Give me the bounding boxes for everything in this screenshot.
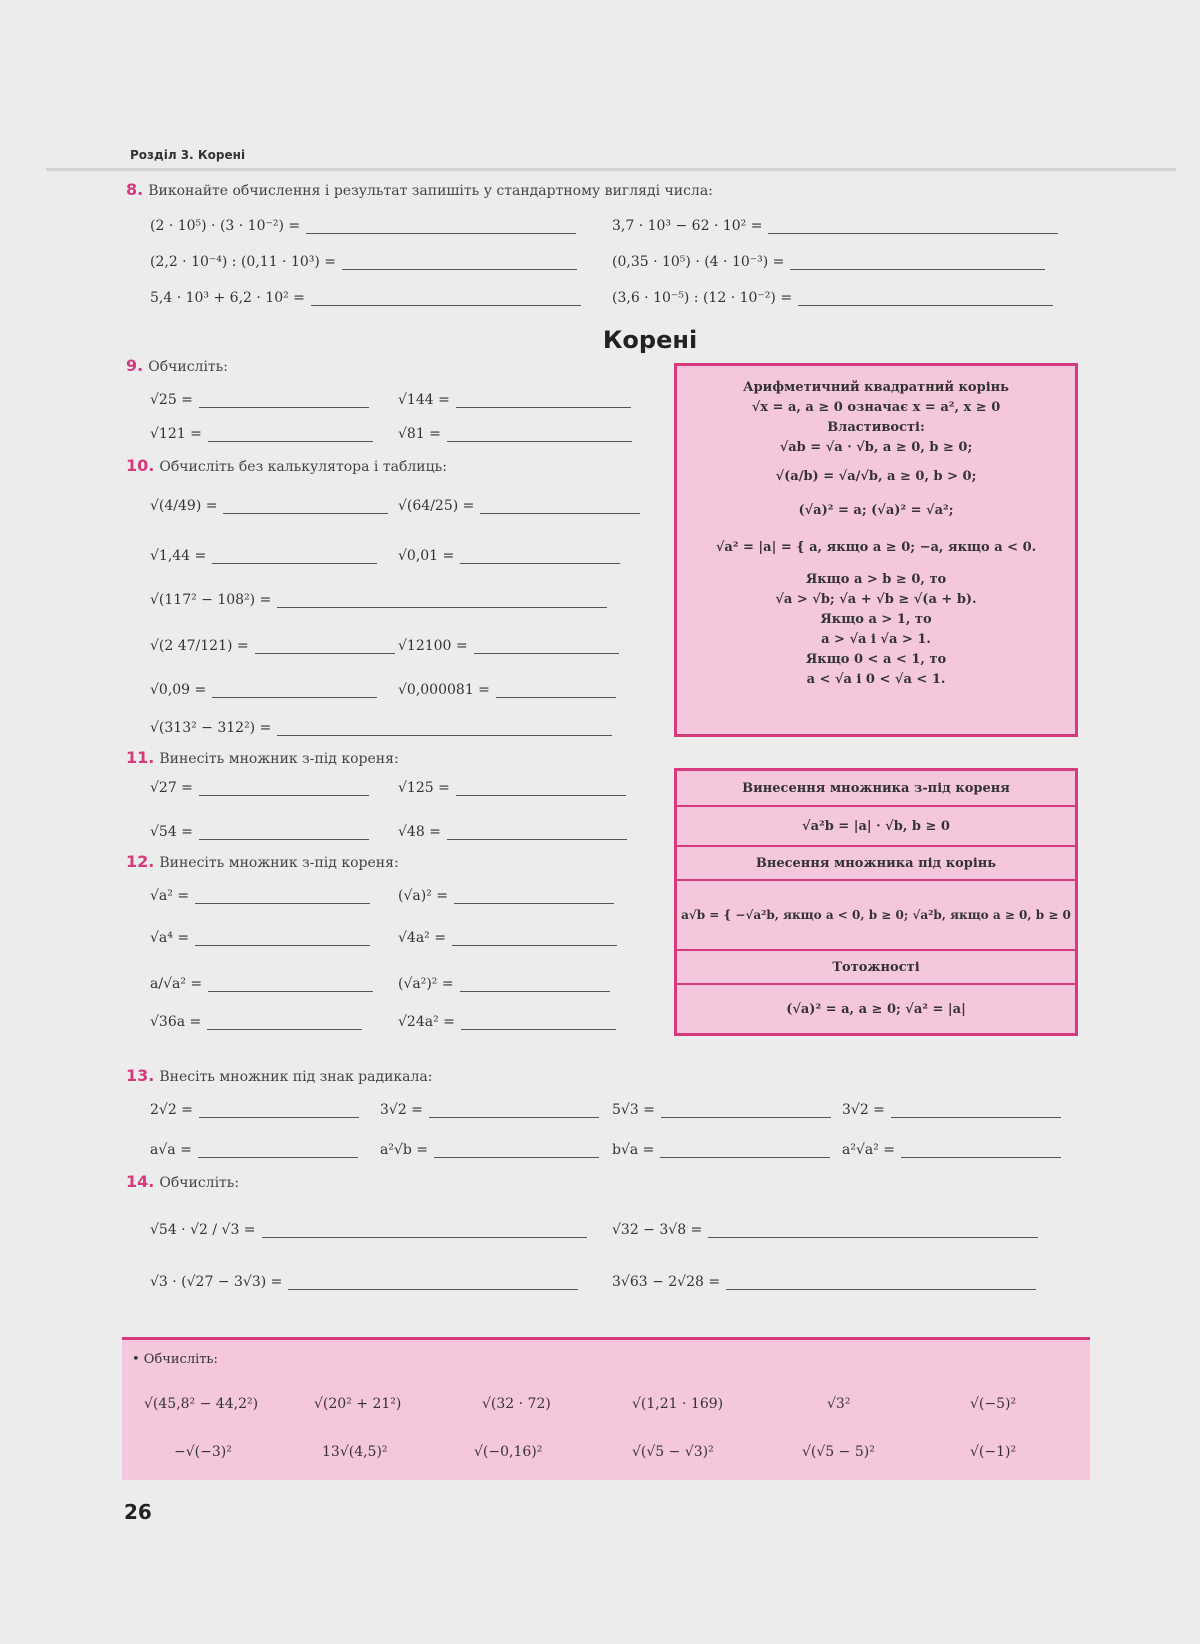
answer-line[interactable] xyxy=(798,304,1053,306)
answer-line[interactable] xyxy=(311,304,581,306)
expression: (3,6 · 10⁻⁵) : (12 · 10⁻²) = xyxy=(612,290,793,306)
exercise xyxy=(150,1142,358,1158)
expression: √3² xyxy=(827,1396,851,1412)
theory-line: Властивості: xyxy=(827,420,925,435)
expression: √(1,21 · 169) xyxy=(632,1396,724,1412)
exercise xyxy=(398,930,617,946)
expression: √(−1)² xyxy=(970,1444,1017,1460)
expression: √(√5 − √3)² xyxy=(632,1444,714,1460)
answer-line[interactable] xyxy=(195,944,370,946)
theory-line: Якщо a > 1, то xyxy=(820,612,932,627)
expression: √54 · √2 / √3 = xyxy=(150,1222,256,1238)
exercise xyxy=(380,1102,599,1118)
theory-line: (√a)² = a; (√a)² = √a²; xyxy=(798,503,954,518)
theory-line: √x = a, a ≥ 0 означає x = a², x ≥ 0 xyxy=(751,400,1001,415)
table-row: (√a)² = a, a ≥ 0; √a² = |a| xyxy=(786,1001,966,1017)
exercise xyxy=(398,888,614,904)
expression: a/√a² = xyxy=(150,976,203,992)
answer-line[interactable] xyxy=(480,512,640,514)
exercise xyxy=(150,1222,587,1238)
expression: √(32 · 72) xyxy=(482,1396,551,1412)
answer-line[interactable] xyxy=(199,1116,359,1118)
exercise xyxy=(150,720,612,736)
task-number: 13. xyxy=(126,1066,155,1085)
answer-line[interactable] xyxy=(461,1028,616,1030)
answer-line[interactable] xyxy=(208,440,373,442)
answer-line[interactable] xyxy=(199,794,369,796)
exercise xyxy=(398,1014,616,1030)
task-8 xyxy=(126,180,713,199)
exercise xyxy=(150,254,577,270)
exercise xyxy=(398,976,610,992)
exercise xyxy=(150,498,388,514)
expression: b√a = xyxy=(612,1142,655,1158)
table-row: a√b = { −√a²b, якщо a < 0, b ≥ 0; √a²b, якщо a ≥ 0, b ≥ 0 xyxy=(677,881,1075,951)
expression: √(64/25) = xyxy=(398,498,475,514)
answer-line[interactable] xyxy=(342,268,577,270)
expression: √1,44 = xyxy=(150,548,207,564)
theory-line: √(a/b) = √a/√b, a ≥ 0, b > 0; xyxy=(775,469,977,484)
expression: √12100 = xyxy=(398,638,468,654)
answer-line[interactable] xyxy=(212,696,377,698)
expression: √81 = xyxy=(398,426,441,442)
answer-line[interactable] xyxy=(277,734,612,736)
rules-table xyxy=(674,768,1078,1036)
answer-line[interactable] xyxy=(288,1288,578,1290)
answer-line[interactable] xyxy=(207,1028,362,1030)
exercise xyxy=(150,930,370,946)
expression: √0,01 = xyxy=(398,548,455,564)
task-instruction: Виконайте обчислення і результат запишіть у стандартному вигляді числа: xyxy=(148,183,713,199)
expression: 2√2 = xyxy=(150,1102,193,1118)
expression: √(117² − 108²) = xyxy=(150,592,272,608)
exercise xyxy=(612,1274,1036,1290)
expression: √24a² = xyxy=(398,1014,455,1030)
page-title: Корені xyxy=(602,326,698,354)
exercise xyxy=(398,682,616,698)
expression: √a⁴ = xyxy=(150,930,190,946)
answer-line[interactable] xyxy=(262,1236,587,1238)
expression: √(313² − 312²) = xyxy=(150,720,272,736)
answer-line[interactable] xyxy=(474,652,619,654)
answer-line[interactable] xyxy=(255,652,395,654)
exercise xyxy=(398,548,620,564)
answer-line[interactable] xyxy=(660,1156,830,1158)
expression: √125 = xyxy=(398,780,450,796)
answer-line[interactable] xyxy=(456,794,626,796)
task-instruction: Обчисліть: xyxy=(159,1175,240,1191)
table-row: Винесення множника з-під кореня xyxy=(677,771,1075,807)
expression: 3√2 = xyxy=(842,1102,885,1118)
answer-line[interactable] xyxy=(277,606,607,608)
expression: √(−5)² xyxy=(970,1396,1017,1412)
exercise xyxy=(150,218,576,234)
expression: √4a² = xyxy=(398,930,446,946)
answer-line[interactable] xyxy=(199,838,369,840)
expression: (√a)² = xyxy=(398,888,448,904)
answer-line[interactable] xyxy=(198,1156,358,1158)
task-13 xyxy=(126,1066,432,1085)
exercise xyxy=(612,254,1045,270)
exercise xyxy=(150,682,377,698)
table-row: Тотожності xyxy=(677,951,1075,985)
answer-line[interactable] xyxy=(708,1236,1038,1238)
expression: a²√a² = xyxy=(842,1142,896,1158)
answer-line[interactable] xyxy=(661,1116,831,1118)
answer-line[interactable] xyxy=(212,562,377,564)
expression: 5,4 · 10³ + 6,2 · 10² = xyxy=(150,290,305,306)
task-instruction: Винесіть множник з-під кореня: xyxy=(159,751,399,767)
task-12 xyxy=(126,852,399,871)
exercise xyxy=(150,548,377,564)
expression: √54 = xyxy=(150,824,193,840)
exercise xyxy=(150,392,369,408)
expression: √0,000081 = xyxy=(398,682,490,698)
answer-line[interactable] xyxy=(460,562,620,564)
expression: 3,7 · 10³ − 62 · 10² = xyxy=(612,218,763,234)
exercise xyxy=(150,290,581,306)
task-instruction: Обчисліть без калькулятора і таблиць: xyxy=(159,459,447,475)
theory-line: √a > √b; √a + √b ≥ √(a + b). xyxy=(775,592,977,607)
expression: a²√b = xyxy=(380,1142,429,1158)
expression: 3√2 = xyxy=(380,1102,423,1118)
expression: √(45,8² − 44,2²) xyxy=(144,1396,259,1412)
expression: (0,35 · 10⁵) · (4 · 10⁻³) = xyxy=(612,254,785,270)
expression: 5√3 = xyxy=(612,1102,655,1118)
exercise xyxy=(398,638,619,654)
answer-line[interactable] xyxy=(306,232,576,234)
theory-line: a < √a і 0 < √a < 1. xyxy=(806,672,946,687)
task-number: 8. xyxy=(126,180,144,199)
theory-line: Якщо 0 < a < 1, то xyxy=(805,652,947,667)
exercise xyxy=(150,1274,578,1290)
theory-line: √ab = √a · √b, a ≥ 0, b ≥ 0; xyxy=(779,440,973,455)
exercise xyxy=(612,1142,830,1158)
exercise xyxy=(380,1142,599,1158)
exercise xyxy=(150,824,369,840)
exercise xyxy=(398,824,627,840)
exercise xyxy=(842,1102,1061,1118)
exercise xyxy=(150,888,370,904)
answer-line[interactable] xyxy=(223,512,388,514)
task-11 xyxy=(126,748,399,767)
expression: √121 = xyxy=(150,426,202,442)
answer-line[interactable] xyxy=(496,696,616,698)
answer-line[interactable] xyxy=(195,902,370,904)
exercise xyxy=(612,1222,1038,1238)
answer-line[interactable] xyxy=(726,1288,1036,1290)
expression: √(√5 − 5)² xyxy=(802,1444,875,1460)
expression: √3 · (√27 − 3√3) = xyxy=(150,1274,283,1290)
expression: √27 = xyxy=(150,780,193,796)
answer-line[interactable] xyxy=(460,990,610,992)
header-rule xyxy=(46,168,1176,171)
answer-line[interactable] xyxy=(447,838,627,840)
task-instruction: Внесіть множник під знак радикала: xyxy=(159,1069,433,1085)
answer-line[interactable] xyxy=(199,406,369,408)
exercise xyxy=(612,290,1053,306)
expression: 3√63 − 2√28 = xyxy=(612,1274,721,1290)
task-14 xyxy=(126,1172,239,1191)
theory-line: a > √a і √a > 1. xyxy=(821,632,931,647)
table-row: √a²b = |a| · √b, b ≥ 0 xyxy=(677,807,1075,847)
exercise xyxy=(612,218,1058,234)
answer-line[interactable] xyxy=(452,944,617,946)
exercise xyxy=(150,638,395,654)
task-10 xyxy=(126,456,447,475)
expression: √32 − 3√8 = xyxy=(612,1222,703,1238)
expression: √25 = xyxy=(150,392,193,408)
expression: √(20² + 21²) xyxy=(314,1396,402,1412)
answer-line[interactable] xyxy=(454,902,614,904)
answer-line[interactable] xyxy=(891,1116,1061,1118)
exercise xyxy=(150,1102,359,1118)
task-instruction: Обчисліть: xyxy=(148,359,229,375)
table-row: Внесення множника під корінь xyxy=(677,847,1075,881)
exercise xyxy=(842,1142,1061,1158)
expression: √a² = xyxy=(150,888,190,904)
answer-line[interactable] xyxy=(768,232,1058,234)
expression: −√(−3)² xyxy=(174,1444,232,1460)
theory-line: Якщо a > b ≥ 0, то xyxy=(805,572,947,587)
expression: (√a²)² = xyxy=(398,976,454,992)
exercise xyxy=(612,1102,831,1118)
expression: √0,09 = xyxy=(150,682,207,698)
page-number: 26 xyxy=(124,1500,152,1524)
expression: (2 · 10⁵) · (3 · 10⁻²) = xyxy=(150,218,301,234)
exercise xyxy=(150,780,369,796)
exercise xyxy=(398,392,631,408)
answer-line[interactable] xyxy=(447,440,632,442)
expression: a√a = xyxy=(150,1142,192,1158)
task-number: 14. xyxy=(126,1172,155,1191)
expression: √(4/49) = xyxy=(150,498,218,514)
task-instruction: Винесіть множник з-під кореня: xyxy=(159,855,399,871)
answer-line[interactable] xyxy=(790,268,1045,270)
task-number: 11. xyxy=(126,748,155,767)
expression: (2,2 · 10⁻⁴) : (0,11 · 10³) = xyxy=(150,254,337,270)
answer-line[interactable] xyxy=(434,1156,599,1158)
answer-line[interactable] xyxy=(456,406,631,408)
expression: √36a = xyxy=(150,1014,202,1030)
task-number: 12. xyxy=(126,852,155,871)
exercise xyxy=(398,780,626,796)
exercise xyxy=(150,976,373,992)
expression: 13√(4,5)² xyxy=(322,1444,388,1460)
theory-line: √a² = |a| = { a, якщо a ≥ 0; −a, якщо a < 0. xyxy=(715,540,1037,555)
exercise xyxy=(150,592,607,608)
theory-box xyxy=(674,363,1078,737)
answer-line[interactable] xyxy=(901,1156,1061,1158)
extra-exercises-panel xyxy=(122,1337,1090,1480)
exercise xyxy=(398,498,640,514)
answer-line[interactable] xyxy=(208,990,373,992)
section-header: Розділ 3. Корені xyxy=(130,148,246,162)
theory-line: Арифметичний квадратний корінь xyxy=(743,380,1009,395)
task-number: 10. xyxy=(126,456,155,475)
exercise xyxy=(398,426,632,442)
expression: √(−0,16)² xyxy=(474,1444,543,1460)
expression: √(2 47/121) = xyxy=(150,638,249,654)
panel-label: • Обчисліть: xyxy=(132,1352,218,1367)
exercise xyxy=(150,426,373,442)
exercise xyxy=(150,1014,362,1030)
answer-line[interactable] xyxy=(429,1116,599,1118)
task-9 xyxy=(126,356,228,375)
expression: √48 = xyxy=(398,824,441,840)
expression: √144 = xyxy=(398,392,450,408)
task-number: 9. xyxy=(126,356,144,375)
